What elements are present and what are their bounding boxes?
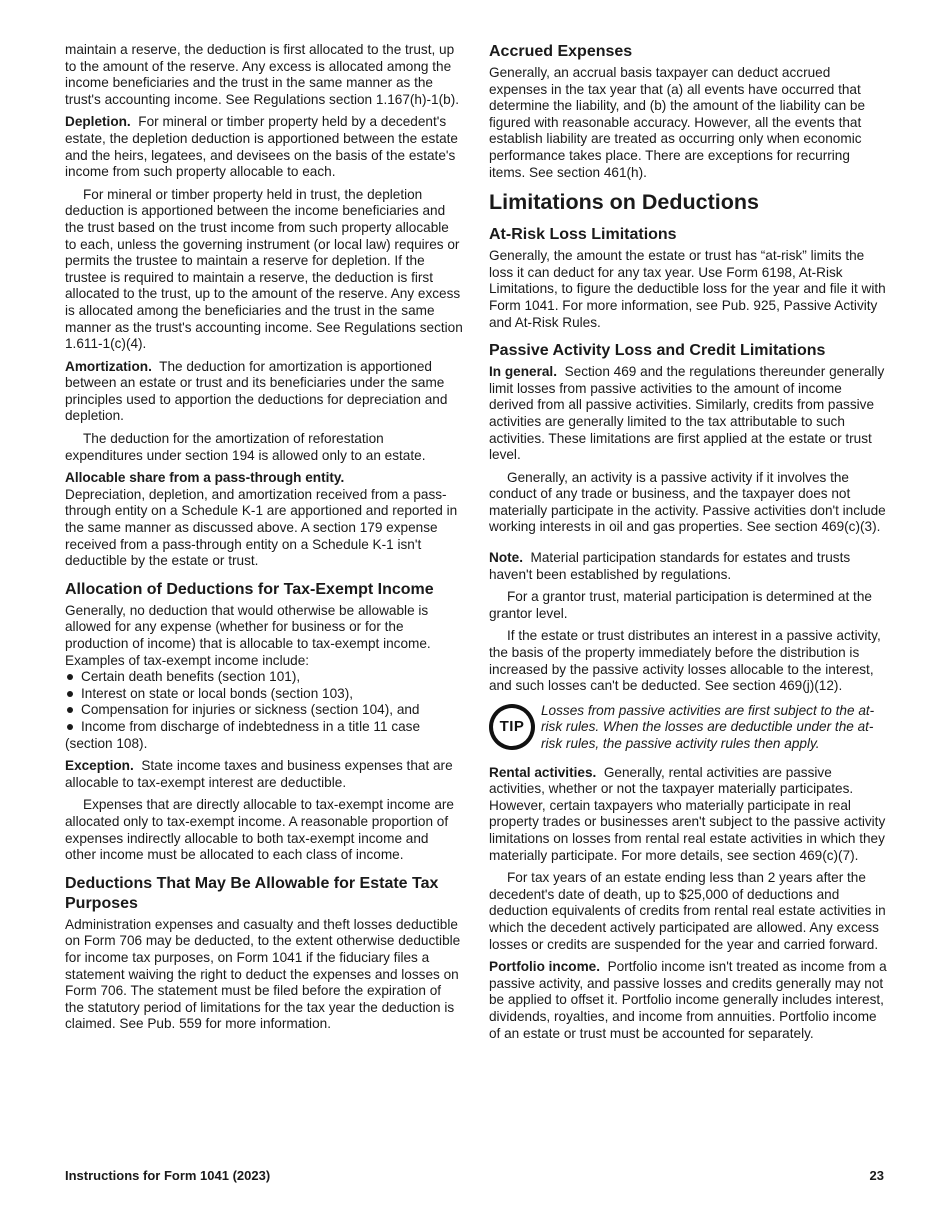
in-general-text: Section 469 and the regulations thereunder generally limit losses from passive activities to the amount of income derived from all passive activities. Similarly, credits from passive activities are generally limited to the tax attributable to such activities. These limitations are first applied at the estate or trust level. <box>489 364 885 463</box>
tip-callout <box>489 703 887 753</box>
run-in-heading-allocable-share: Allocable share from a pass-through entity. <box>65 470 345 486</box>
paragraph-reserve-continued: maintain a reserve, the deduction is first allocated to the trust, up to the amount of the reserve. Any excess is allocated among the income beneficiaries and the trust in the same manner as the trust's accounting income. See Regulations section 1.167(h)-1(b). <box>65 42 459 107</box>
allocable-share-text: Depreciation, depletion, and amortization received from a pass-through entity on a Schedule K-1 are apportioned and reported in the same manner as discussed above. A section 179 expense received from a pass-through entity on a Schedule K-1 isn't deductible by the estate or trust. <box>65 486 458 569</box>
heading-at-risk: At-Risk Loss Limitations <box>489 226 677 244</box>
heading-limitations-on-deductions: Limitations on Deductions <box>489 190 759 215</box>
footer-document-title: Instructions for Form 1041 (2023) <box>65 1168 271 1183</box>
depletion-text: For mineral or timber property held by a decedent's estate, the depletion deduction is apportioned between the estate and the heirs, legatees, and devisees on the basis of the estate's income from such property allocable to each. <box>65 114 458 180</box>
footer-page-number: 23 <box>869 1168 884 1183</box>
paragraph-allocable-share <box>65 470 463 570</box>
heading-passive-activity: Passive Activity Loss and Credit Limitations <box>489 342 826 360</box>
paragraph-expenses-allocation: Expenses that are directly allocable to tax-exempt income are allocated only to tax-exempt income. A reasonable proportion of expenses indirectly allocable to both tax-exempt income and other income must be allocated to each class of income. <box>65 797 454 863</box>
paragraph-grantor-trust: For a grantor trust, material participation is determined at the grantor level. <box>489 589 872 621</box>
paragraph-distribution: If the estate or trust distributes an interest in a passive activity, the basis of the property immediately before the distribution is increased by the passive activity losses allocable to the interest, and such losses can't be deducted. See section 469(j)(12). <box>489 628 881 694</box>
heading-estate-tax-deductions: Deductions That May Be Allowable for Estate Tax Purposes <box>65 874 439 912</box>
run-in-heading-note: Note. <box>489 550 523 566</box>
paragraph-depletion <box>65 114 463 180</box>
paragraph-in-general <box>489 364 887 464</box>
list-item: Income from discharge of indebtedness in a title 11 case (section 108). <box>65 718 421 751</box>
list-item: Compensation for injuries or sickness (section 104), and <box>65 702 463 719</box>
tax-exempt-examples-list <box>65 669 463 752</box>
exception-text: State income taxes and business expenses that are allocable to tax-exempt interest are deductible. <box>65 758 453 790</box>
paragraph-depletion-trust: For mineral or timber property held in trust, the depletion deduction is apportioned between the income beneficiaries and the trust based on the trust income from such property allocable to each, unless the governing instrument (or local law) requires or permits the trustee to maintain a reserve for depletion. If the trustee is required to maintain a reserve, the deduction is first allocated to the trust, up to the amount of the reserve. Any excess is allocated among the beneficiaries and the trust in the same manner as the trust's accounting income. See Regulations section 1.611-1(c)(4). <box>65 186 463 352</box>
paragraph-reforestation: The deduction for the amortization of reforestation expenditures under section 194 is allowed only to an estate. <box>65 431 426 463</box>
run-in-heading-portfolio: Portfolio income. <box>489 959 601 975</box>
run-in-heading-amortization: Amortization. <box>65 358 152 374</box>
paragraph-passive-definition: Generally, an activity is a passive activity if it involves the conduct of any trade or business, and the taxpayer does not materially participate in the activity. Passive activities don't include working interests in oil and gas properties. See section 469(c)(3). <box>489 469 886 535</box>
paragraph-tax-exempt: Generally, no deduction that would otherwise be allowable is allowed for any expense (whether for business or for the production of income) that is allocable to tax-exempt income. Examples of tax-exempt income include: <box>65 602 431 668</box>
paragraph-portfolio <box>489 959 887 1042</box>
paragraph-accrued-expenses: Generally, an accrual basis taxpayer can deduct accrued expenses in the tax year that (a) all events have occurred that determine the liability, and (b) the amount of the liability can be figured with reasonable accuracy. However, all the events that establish liability are treated as occurring only when economic performance takes place. There are exceptions for recurring items. See section 461(h). <box>489 65 866 180</box>
paragraph-amortization <box>65 359 463 425</box>
list-item: Certain death benefits (section 101), <box>65 669 463 686</box>
tip-icon <box>489 704 535 750</box>
paragraph-at-risk: Generally, the amount the estate or trust has “at-risk” limits the loss it can deduct for any tax year. Use Form 6198, At-Risk Limitations, to figure the deductible loss for the year and file it with Form 1041. For more information, see Pub. 925, Passive Activity and At-Risk Rules. <box>489 248 886 330</box>
paragraph-rental <box>489 765 887 865</box>
rental-text: Generally, rental activities are passive activities, whether or not the taxpayer materially participates. However, certain taxpayers who materially participate in real property trades or businesses aren't subject to the passive activity limitations on losses from rental real estate activities in which they materially participate. For more details, see section 469(c)(7). <box>489 764 886 863</box>
note-text: Material participation standards for estates and trusts haven't been established by regulations. <box>489 550 851 582</box>
run-in-heading-rental: Rental activities. <box>489 764 597 780</box>
heading-accrued-expenses: Accrued Expenses <box>489 43 633 60</box>
heading-tax-exempt-income: Allocation of Deductions for Tax-Exempt Income <box>65 580 434 598</box>
bullet-icon <box>67 707 73 713</box>
bullet-icon <box>67 674 73 680</box>
amortization-text: The deduction for amortization is apportioned between an estate or trust and its beneficiaries under the same principles used to apportion the deductions for depreciation and depletion. <box>65 358 448 424</box>
paragraph-estate-tax: Administration expenses and casualty and theft losses deductible on Form 706 may be deducted, to the extent otherwise deductible for income tax purposes, on Form 1041 if the fiduciary files a statement waiving the right to deduct the expenses and losses on Form 706. The statement must be filed before the expiration of the statutory period of limitations for the tax year the deduction is claimed. See Pub. 559 for more information. <box>65 916 461 1032</box>
tip-label: TIP <box>493 708 531 746</box>
list-item: Interest on state or local bonds (section 103), <box>65 686 463 703</box>
run-in-heading-depletion: Depletion. <box>65 114 131 130</box>
run-in-heading-in-general: In general. <box>489 364 557 380</box>
left-column <box>65 42 463 1039</box>
paragraph-note <box>489 550 887 583</box>
portfolio-text: Portfolio income isn't treated as income from a passive activity, and passive losses and credits generally may not be applied to offset it. Portfolio income generally includes interest, dividends, royalties, and income from annuities. Portfolio income of an estate or trust must be accounted for separately. <box>489 959 887 1041</box>
run-in-heading-exception: Exception. <box>65 758 134 774</box>
bullet-icon <box>67 691 73 697</box>
paragraph-rental-estate: For tax years of an estate ending less than 2 years after the decedent's date of death, up to $25,000 of deductions and deduction equivalents of credits from rental real estate activities in which the decedent actively participated are allowed. Any excess losses or credits are suspended for the year and carried forward. <box>489 870 886 952</box>
right-column <box>489 42 887 1048</box>
tip-text: Losses from passive activities are first subject to the at-risk rules. When the losses are deductible under the at-risk rules, the passive activity rules then apply. <box>541 702 875 751</box>
bullet-icon <box>67 724 73 730</box>
paragraph-exception <box>65 758 463 791</box>
